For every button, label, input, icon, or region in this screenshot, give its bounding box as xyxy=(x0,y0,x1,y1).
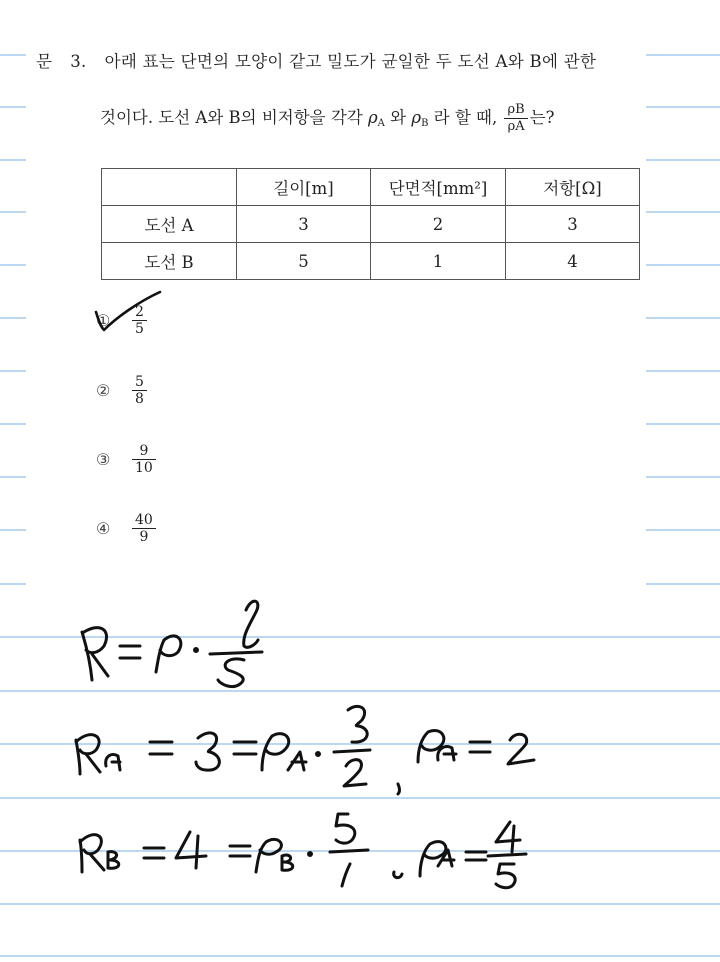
rho-b-symbol: ρ xyxy=(411,108,422,127)
table-cell: 도선 B xyxy=(102,243,237,280)
equation-b-line xyxy=(80,814,526,888)
question-label: 문 xyxy=(36,52,53,71)
choice-denominator: 5 xyxy=(135,321,144,337)
choice-numerator: 40 xyxy=(132,512,156,529)
ratio-denominator: ρA xyxy=(507,119,525,134)
question-text-between: 와 xyxy=(390,108,407,127)
choice-marker: ① xyxy=(96,311,111,330)
table-header: 단면적[mm²] xyxy=(371,169,506,206)
choice-denominator: 8 xyxy=(135,391,144,407)
question-number: 3. xyxy=(70,52,87,71)
table-cell: 3 xyxy=(237,206,371,243)
table-header: 저항[Ω] xyxy=(506,169,640,206)
formula-line xyxy=(82,601,262,686)
question-text-end: 는? xyxy=(529,108,555,127)
table-cell: 2 xyxy=(371,206,506,243)
table-cell: 1 xyxy=(371,243,506,280)
question-text-line-2a: 것이다. 도선 A와 B의 비저항을 각각 xyxy=(100,108,363,127)
choice-marker: ② xyxy=(96,381,111,400)
table-cell: 도선 A xyxy=(102,206,237,243)
choice-numerator: 5 xyxy=(132,374,147,391)
choice-denominator: 9 xyxy=(139,529,149,545)
rho-a-symbol: ρ xyxy=(367,108,378,127)
table-cell: 4 xyxy=(506,243,640,280)
question-text-line-1: 아래 표는 단면의 모양이 같고 밀도가 균일한 두 도선 A와 B에 관한 xyxy=(104,52,597,71)
rho-a-subscript: A xyxy=(377,118,385,129)
choice-marker: ③ xyxy=(96,450,111,469)
equation-a-line xyxy=(76,706,534,794)
table-cell: 5 xyxy=(237,243,371,280)
choice-numerator: 9 xyxy=(132,443,156,460)
choice-numerator: 2 xyxy=(132,304,147,321)
table-cell: 3 xyxy=(506,206,640,243)
choice-denominator: 10 xyxy=(135,460,153,476)
ratio-numerator: ρB xyxy=(504,102,527,119)
rho-b-subscript: B xyxy=(421,118,429,129)
table-header: 길이[m] xyxy=(237,169,371,206)
question-text-line-2b: 라 할 때, xyxy=(433,108,498,127)
choice-marker: ④ xyxy=(96,519,111,538)
